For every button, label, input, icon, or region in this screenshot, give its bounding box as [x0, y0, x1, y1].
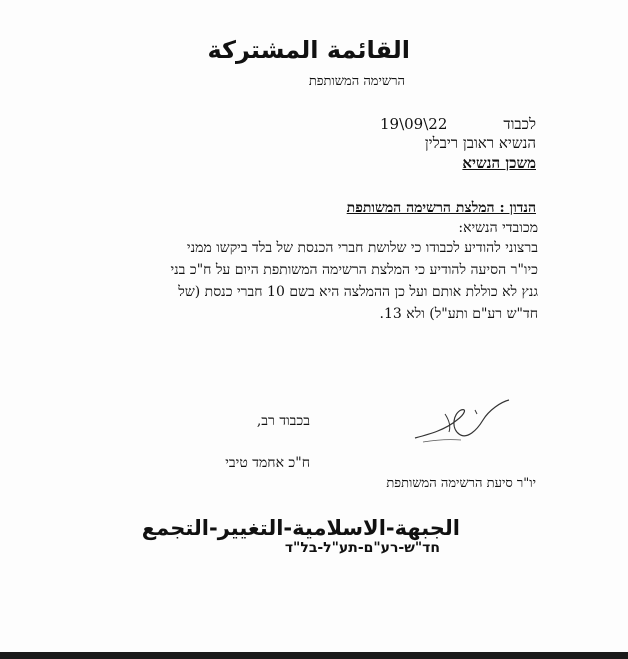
- closing: בכבוד רב,: [256, 413, 310, 429]
- footer-arabic-parties: الجبهة-الاسلامية-التغيير-التجمع: [141, 516, 460, 540]
- footer-hebrew-parties: חד"ש-רע"ם-תע"ל-בל"ד: [284, 540, 440, 556]
- letterhead-hebrew-subtitle: הרשימה המשותפת: [308, 74, 405, 89]
- signer-name: ח"כ אחמד טיבי: [225, 455, 310, 471]
- greeting: מכובדי הנשיא:: [458, 220, 538, 236]
- body-line: ברצוני להודיע לכבודו כי שלושת חברי הכנסת של בלד ביקשו ממני: [186, 240, 538, 256]
- signer-title: יו"ר סיעת הרשימה המשותפת: [386, 476, 536, 491]
- subject-line: הנדון : המלצת הרשימה המשותפת: [346, 200, 536, 216]
- letterhead-arabic-title: القائمة المشتركة: [207, 36, 410, 64]
- bottom-border: [0, 652, 628, 659]
- addressee-office: משכן הנשיא: [462, 154, 536, 172]
- handwritten-signature: [405, 390, 515, 460]
- to-label: לכבוד: [503, 115, 536, 133]
- body-line: גנץ לא כוללת אותם ועל כן ההמלצה היא בשם 10 חברי כנסת (של: [178, 284, 538, 300]
- body-line: חד"ש רע"ם ותע"ל) ולא 13.: [379, 306, 538, 322]
- addressee-name: הנשיא ראובן ריבלין: [424, 134, 536, 152]
- body-line: כיו"ר הסיעה להודיע כי המלצת הרשימה המשותפת היום על ח"כ בני: [170, 262, 538, 278]
- letter-date: 19\09\22: [380, 115, 448, 133]
